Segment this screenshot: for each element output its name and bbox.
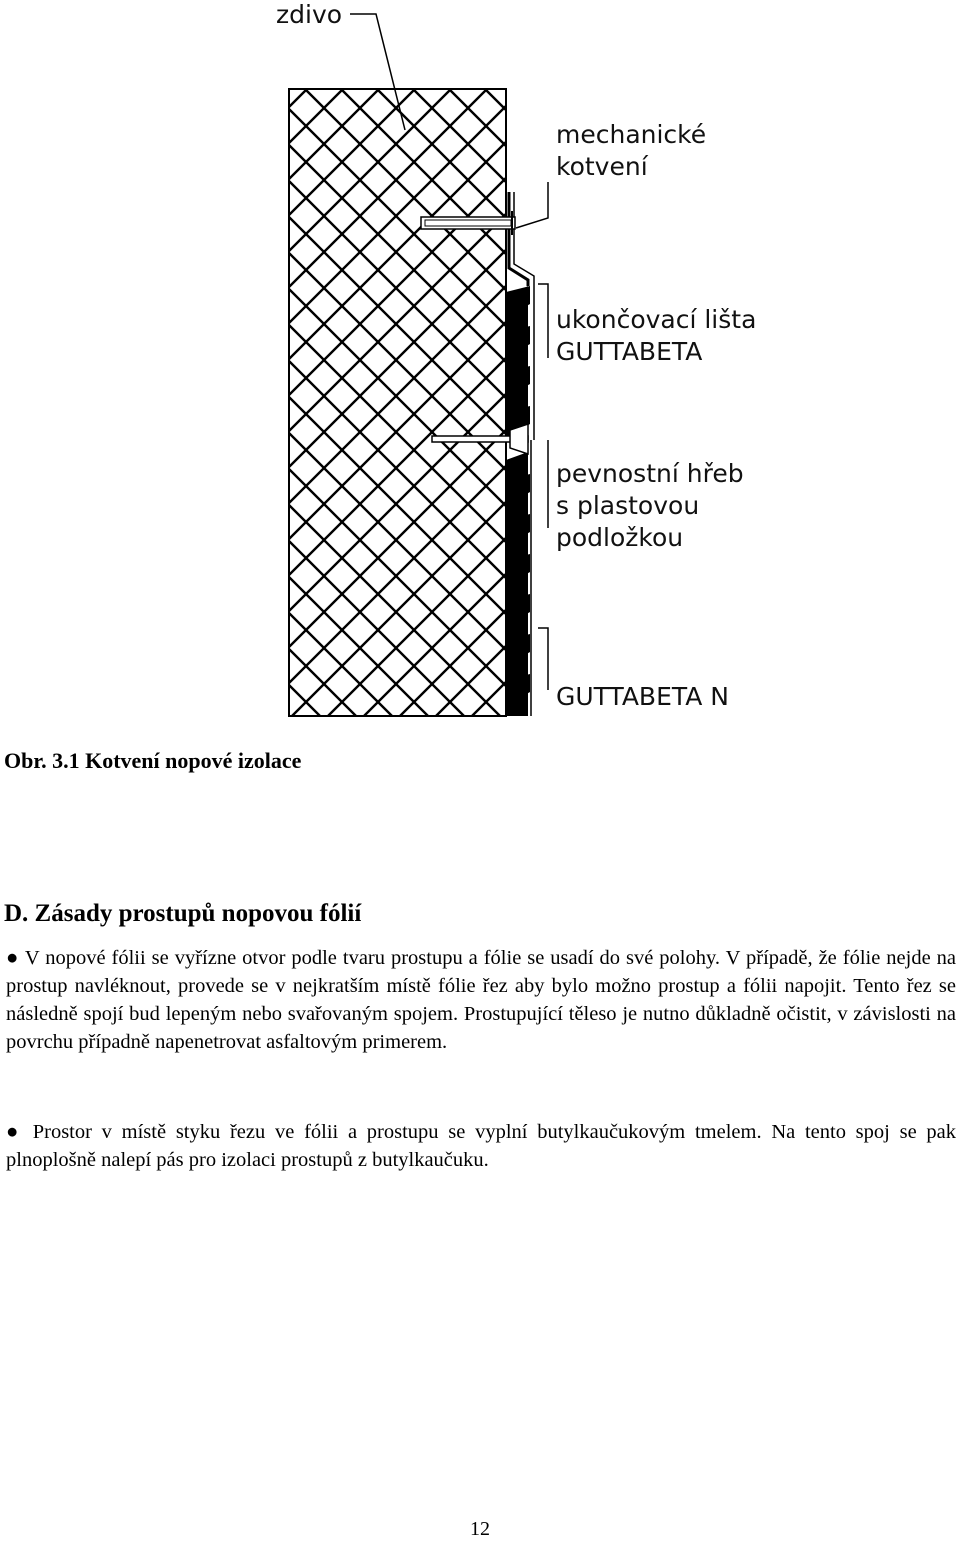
label-strength-nail-line1: pevnostní hřeb <box>556 459 744 488</box>
label-termination-strip-line1: ukončovací lišta <box>556 305 757 334</box>
label-guttabeta-n: GUTTABETA N <box>556 682 729 711</box>
label-zdivo: zdivo <box>276 0 343 29</box>
anchoring-diagram <box>0 0 960 730</box>
termination-strip <box>509 192 528 286</box>
label-strength-nail-line2: s plastovou <box>556 491 700 520</box>
masonry-wall <box>289 89 506 716</box>
section-heading: D. Zásady prostupů nopovou fólií <box>4 900 362 927</box>
bullet-paragraph: ● V nopové fólii se vyřízne otvor podle tvaru prostupu a fólie se usadí do své polohy. V případě, že fólie nejde na prostup navléknout, provede se v nejkratším místě fólie řez aby bylo možno prostup a fólii napojit. Tento řez se následně spojí bud lepeným nebo svařovaným spojem. Prostupující těleso je nutno důkladně očistit, v závislosti na povrchu případně napenetrovat asfaltovým primerem. <box>6 947 956 1053</box>
page-number: 12 <box>470 1518 490 1540</box>
label-termination-strip-line2: GUTTABETA <box>556 337 703 366</box>
bullet-paragraph: ● Prostor v místě styku řezu ve fólii a prostupu se vyplní butylkaučukovým tmelem. Na tento spoj se pak plnoplošně nalepí pás pro izolaci prostupů z butylkaučuku. <box>6 1121 956 1171</box>
label-strength-nail-line3: podložkou <box>556 523 684 552</box>
figure-caption: Obr. 3.1 Kotvení nopové izolace <box>4 748 302 773</box>
label-mechanical-anchor-line1: mechanické <box>556 120 707 149</box>
label-mechanical-anchor-line2: kotvení <box>556 152 648 181</box>
